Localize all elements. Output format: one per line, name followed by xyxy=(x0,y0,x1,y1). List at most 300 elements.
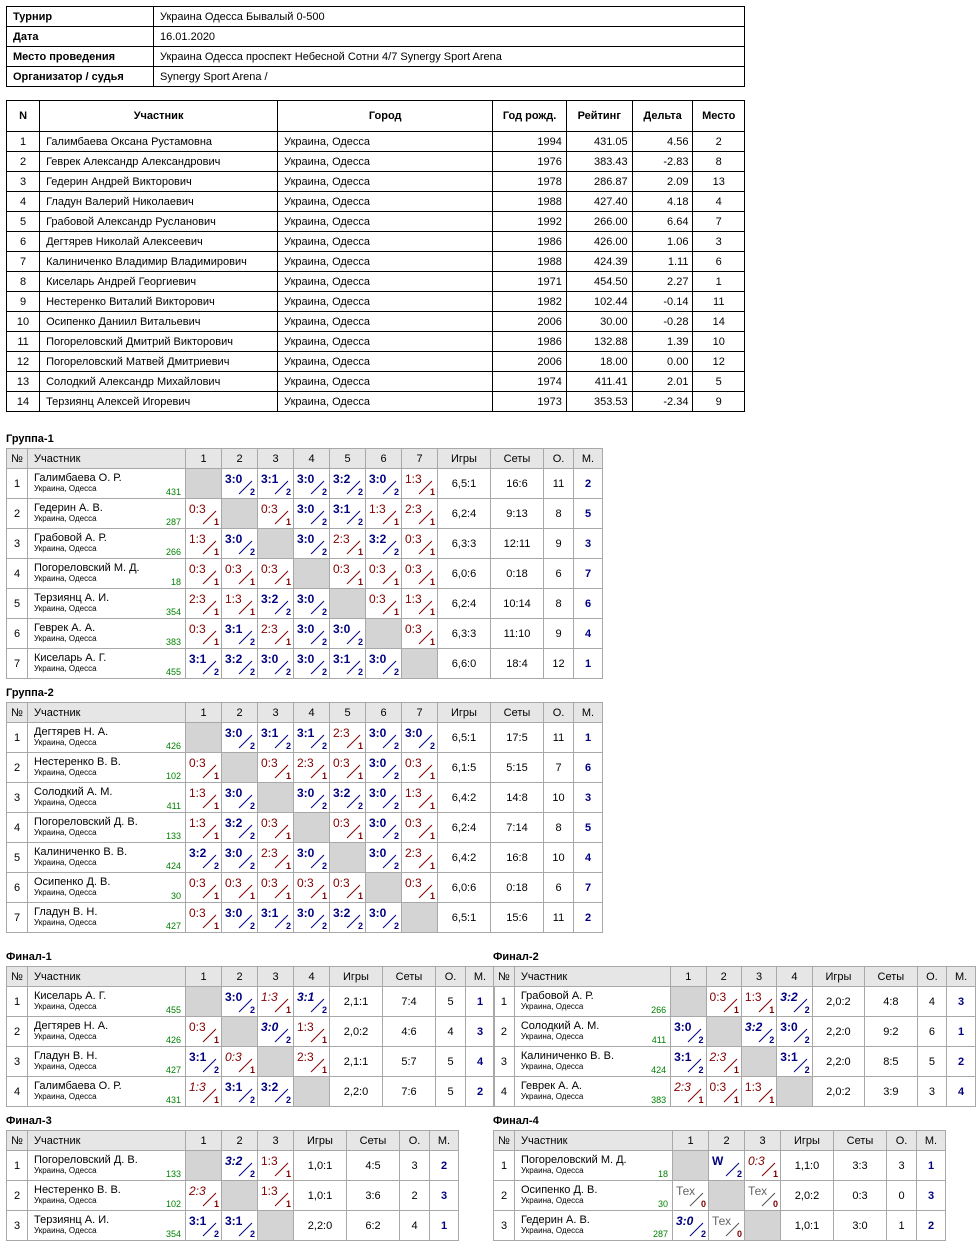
place-value: 2 xyxy=(466,1077,495,1107)
diagonal-cell xyxy=(186,723,222,753)
group-row xyxy=(494,987,976,1017)
match-cell xyxy=(258,559,294,589)
match-cell xyxy=(294,783,330,813)
participant-cell: Украина, Одесса xyxy=(278,312,493,332)
player-number: 7 xyxy=(7,649,28,679)
match-score: 3:0 xyxy=(369,846,387,860)
group-column-header: 1 xyxy=(671,967,706,987)
points-value: 11 xyxy=(544,469,574,499)
match-points: 2 xyxy=(429,741,435,751)
match-points: 1 xyxy=(429,771,435,781)
group-header xyxy=(7,1131,459,1151)
match-result xyxy=(186,1017,221,1046)
info-row xyxy=(7,67,745,87)
group-column-header: 3 xyxy=(258,449,294,469)
group-column-header: Сеты xyxy=(834,1131,887,1151)
player-city: Украина, Одесса xyxy=(520,1092,584,1101)
match-result xyxy=(707,1077,741,1106)
match-cell xyxy=(330,469,366,499)
match-score: 0:3 xyxy=(405,756,422,770)
group-row xyxy=(7,1017,495,1047)
points-value: 6 xyxy=(544,873,574,903)
group-column-header: 2 xyxy=(706,967,741,987)
match-cell xyxy=(186,813,222,843)
match-cell xyxy=(706,987,741,1017)
points-value: 6 xyxy=(917,1017,947,1047)
match-points: 2 xyxy=(321,861,327,871)
player-number: 2 xyxy=(7,1181,28,1211)
diagonal-cell xyxy=(330,589,366,619)
points-value: 11 xyxy=(544,903,574,933)
column-header: Рейтинг xyxy=(566,101,632,132)
sets-value: 17:5 xyxy=(491,723,544,753)
diagonal-cell xyxy=(222,753,258,783)
match-result xyxy=(222,529,257,558)
games-value: 1,1:0 xyxy=(781,1151,834,1181)
participant-cell: 3 xyxy=(693,232,745,252)
participant-cell: 6 xyxy=(7,232,40,252)
match-result xyxy=(673,1211,708,1240)
participant-cell: Дегтярев Николай Алексеевич xyxy=(40,232,278,252)
match-result xyxy=(186,1047,221,1076)
match-result xyxy=(222,1077,257,1106)
match-result xyxy=(258,723,293,752)
group-column-header: Сеты xyxy=(347,1131,400,1151)
player-rating: 133 xyxy=(165,1169,181,1179)
match-result xyxy=(222,649,257,678)
group-column-header: 1 xyxy=(673,1131,709,1151)
match-result xyxy=(258,753,293,782)
participant-row xyxy=(7,392,745,412)
column-header: Место xyxy=(693,101,745,132)
match-points: 2 xyxy=(698,1065,704,1075)
match-score: 0:3 xyxy=(709,1080,727,1094)
place-value: 1 xyxy=(574,723,603,753)
points-value: 1 xyxy=(887,1211,917,1241)
player-city: Украина, Одесса xyxy=(521,1166,584,1175)
group-column-header: 2 xyxy=(222,967,258,987)
match-score: 3:0 xyxy=(297,532,315,546)
match-points: 2 xyxy=(321,921,327,931)
match-points: 1 xyxy=(249,1065,255,1075)
player-number: 6 xyxy=(7,619,28,649)
group-title: Финал-1 xyxy=(6,951,52,963)
match-score: 3:0 xyxy=(297,652,315,666)
participant-cell: Нестеренко Виталий Викторович xyxy=(40,292,278,312)
match-result xyxy=(745,1181,780,1210)
match-points: 1 xyxy=(772,1169,778,1179)
match-cell xyxy=(673,1211,709,1241)
player-name: Нестеренко В. В. xyxy=(34,756,121,768)
match-points: 2 xyxy=(769,1035,775,1045)
group-row xyxy=(7,987,495,1017)
match-cell xyxy=(222,903,258,933)
place-value: 2 xyxy=(574,903,603,933)
match-result xyxy=(258,559,293,588)
match-score: 3:0 xyxy=(261,1020,279,1034)
player-cell xyxy=(28,649,186,679)
match-points: 2 xyxy=(249,1169,255,1179)
match-result xyxy=(258,813,293,842)
match-points: 2 xyxy=(321,517,327,527)
match-points: 2 xyxy=(321,667,327,677)
info-key: Место проведения xyxy=(7,47,154,67)
group-column-header: Игры xyxy=(781,1131,834,1151)
match-points: 2 xyxy=(357,801,363,811)
match-cell xyxy=(745,1181,781,1211)
match-result xyxy=(186,529,221,558)
player-city: Украина, Одесса xyxy=(521,1196,584,1205)
match-cell xyxy=(402,813,438,843)
match-cell xyxy=(186,1077,222,1107)
match-score: 3:0 xyxy=(297,906,315,920)
match-score: 0:3 xyxy=(405,532,422,546)
sets-value: 9:2 xyxy=(865,1017,917,1047)
player-name: Терзиянц А. И. xyxy=(34,592,110,604)
match-points: 2 xyxy=(249,861,255,871)
participant-cell: Украина, Одесса xyxy=(278,292,493,312)
diagonal-cell xyxy=(366,873,402,903)
match-cell xyxy=(330,813,366,843)
match-cell xyxy=(402,589,438,619)
participant-cell: Погореловский Дмитрий Викторович xyxy=(40,332,278,352)
match-score: 0:3 xyxy=(189,756,206,770)
player-rating: 426 xyxy=(165,1035,181,1045)
diagonal-cell xyxy=(330,843,366,873)
player-city: Украина, Одесса xyxy=(520,1002,584,1011)
place-value: 1 xyxy=(947,1017,976,1047)
sets-value: 14:8 xyxy=(491,783,544,813)
points-value: 10 xyxy=(544,783,574,813)
player-city: Украина, Одесса xyxy=(34,1062,97,1071)
group-column-header: Участник xyxy=(28,1131,186,1151)
player-rating: 266 xyxy=(165,547,181,557)
sets-value: 11:10 xyxy=(491,619,544,649)
column-header: Город xyxy=(278,101,493,132)
group-column-header: М. xyxy=(917,1131,946,1151)
match-points: 1 xyxy=(429,831,435,841)
group-column-header: 5 xyxy=(330,703,366,723)
player-number: 1 xyxy=(7,723,28,753)
match-cell xyxy=(294,1047,330,1077)
match-points: 1 xyxy=(321,771,327,781)
diagonal-cell xyxy=(706,1017,741,1047)
player-city: Украина, Одесса xyxy=(34,604,97,613)
match-result xyxy=(402,813,437,842)
points-value: 0 xyxy=(887,1181,917,1211)
match-cell xyxy=(366,723,402,753)
match-points: 2 xyxy=(249,667,255,677)
match-score: 3:0 xyxy=(405,726,423,740)
match-cell xyxy=(366,499,402,529)
match-result xyxy=(186,873,221,902)
player-city: Украина, Одесса xyxy=(520,1032,584,1041)
group-column-header: 1 xyxy=(186,449,222,469)
player-number: 7 xyxy=(7,903,28,933)
match-result xyxy=(330,903,365,932)
player-city: Украина, Одесса xyxy=(34,664,97,673)
group-row xyxy=(7,589,603,619)
match-cell xyxy=(294,469,330,499)
match-score: 3:1 xyxy=(333,652,351,666)
match-points: 1 xyxy=(357,547,363,557)
player-city: Украина, Одесса xyxy=(34,634,97,643)
player-cell xyxy=(28,1151,186,1181)
match-points: 1 xyxy=(285,637,291,647)
match-result xyxy=(366,559,401,588)
match-points: 2 xyxy=(393,741,399,751)
sets-value: 7:4 xyxy=(383,987,436,1017)
match-result xyxy=(294,873,329,902)
match-cell xyxy=(777,1047,812,1077)
match-points: 2 xyxy=(249,1095,255,1105)
group-header xyxy=(7,967,495,987)
info-row xyxy=(7,7,745,27)
match-score: 3:0 xyxy=(369,652,387,666)
match-cell xyxy=(402,619,438,649)
points-value: 5 xyxy=(436,1047,466,1077)
match-result xyxy=(186,1181,221,1210)
match-cell xyxy=(186,1181,222,1211)
match-cell xyxy=(777,987,812,1017)
player-city: Украина, Одесса xyxy=(34,1032,97,1041)
match-points: 2 xyxy=(393,831,399,841)
match-score: 2:3 xyxy=(189,592,206,606)
player-rating: 431 xyxy=(165,1095,181,1105)
match-score: 3:0 xyxy=(297,846,315,860)
place-value: 4 xyxy=(574,843,603,873)
games-value: 2,2:0 xyxy=(812,1017,864,1047)
group-column-header: М. xyxy=(430,1131,459,1151)
match-points: 2 xyxy=(393,861,399,871)
points-value: 7 xyxy=(544,753,574,783)
player-name: Гладун В. Н. xyxy=(34,1050,98,1062)
match-score: 0:3 xyxy=(189,906,206,920)
match-score: 0:3 xyxy=(748,1154,765,1168)
match-points: 1 xyxy=(285,891,291,901)
match-result xyxy=(294,987,329,1016)
player-rating: 287 xyxy=(165,517,181,527)
match-result xyxy=(222,559,257,588)
participant-row xyxy=(7,272,745,292)
match-score: 1:3 xyxy=(189,532,206,546)
player-name: Киселарь А. Г. xyxy=(34,990,107,1002)
sets-value: 3:0 xyxy=(834,1211,887,1241)
match-points: 2 xyxy=(213,667,219,677)
player-cell xyxy=(515,1151,673,1181)
group-row xyxy=(7,529,603,559)
match-cell xyxy=(741,987,776,1017)
group-row xyxy=(494,1017,976,1047)
match-score: 0:3 xyxy=(225,876,242,890)
group-column-header: Игры xyxy=(330,967,383,987)
match-score: 3:1 xyxy=(780,1050,798,1064)
info-value: 16.01.2020 xyxy=(154,27,745,47)
match-cell xyxy=(330,753,366,783)
group-column-header: Сеты xyxy=(865,967,917,987)
player-rating: 431 xyxy=(165,487,181,497)
diagonal-cell xyxy=(222,1017,258,1047)
match-points: 1 xyxy=(213,637,219,647)
match-cell xyxy=(330,903,366,933)
match-points: 1 xyxy=(213,1199,219,1209)
points-value: 5 xyxy=(436,987,466,1017)
participant-cell: 9 xyxy=(693,392,745,412)
match-cell xyxy=(222,559,258,589)
column-header: Дельта xyxy=(632,101,693,132)
match-cell xyxy=(402,529,438,559)
match-cell xyxy=(294,873,330,903)
info-key: Организатор / судья xyxy=(7,67,154,87)
match-points: 1 xyxy=(213,771,219,781)
match-cell xyxy=(402,469,438,499)
player-name: Киселарь А. Г. xyxy=(34,652,107,664)
games-value: 6,4:2 xyxy=(438,843,491,873)
match-result xyxy=(777,987,811,1016)
info-row xyxy=(7,47,745,67)
match-score: 3:0 xyxy=(333,622,351,636)
participant-cell: Украина, Одесса xyxy=(278,372,493,392)
sets-value: 18:4 xyxy=(491,649,544,679)
match-points: 2 xyxy=(321,741,327,751)
match-cell xyxy=(671,1047,706,1077)
match-points: 1 xyxy=(285,577,291,587)
match-points: 2 xyxy=(249,741,255,751)
group-column-header: 3 xyxy=(741,967,776,987)
match-points: 2 xyxy=(393,921,399,931)
participant-row xyxy=(7,352,745,372)
match-result xyxy=(402,589,437,618)
match-points: 2 xyxy=(357,637,363,647)
points-value: 4 xyxy=(400,1211,430,1241)
match-score: 3:0 xyxy=(369,726,387,740)
info-value: Synergy Sport Arena / xyxy=(154,67,745,87)
match-result xyxy=(258,843,293,872)
match-cell xyxy=(258,649,294,679)
player-cell xyxy=(28,987,186,1017)
participant-cell: 11 xyxy=(693,292,745,312)
points-value: 11 xyxy=(544,723,574,753)
player-name: Гладун В. Н. xyxy=(34,906,98,918)
player-rating: 266 xyxy=(651,1005,667,1015)
match-result xyxy=(330,783,365,812)
match-points: 1 xyxy=(429,547,435,557)
match-result xyxy=(222,1211,257,1240)
sets-value: 9:13 xyxy=(491,499,544,529)
group-column-header: 3 xyxy=(258,1131,294,1151)
match-score: 3:1 xyxy=(189,1050,207,1064)
match-cell xyxy=(258,619,294,649)
match-score: 3:2 xyxy=(225,652,243,666)
match-result xyxy=(777,1047,811,1076)
match-score: 0:3 xyxy=(297,876,314,890)
match-result xyxy=(707,987,741,1016)
player-rating: 427 xyxy=(165,1065,181,1075)
match-score: 3:0 xyxy=(297,786,315,800)
match-result xyxy=(258,649,293,678)
player-name: Дегтярев Н. А. xyxy=(34,726,109,738)
match-cell xyxy=(222,469,258,499)
games-value: 2,0:2 xyxy=(330,1017,383,1047)
sets-value: 0:18 xyxy=(491,873,544,903)
match-cell xyxy=(673,1181,709,1211)
match-points: 1 xyxy=(357,891,363,901)
player-cell xyxy=(28,619,186,649)
match-result xyxy=(186,499,221,528)
match-result xyxy=(222,903,257,932)
match-score: 3:0 xyxy=(225,532,243,546)
match-points: 0 xyxy=(772,1199,778,1209)
match-result xyxy=(294,469,329,498)
match-result xyxy=(330,649,365,678)
player-rating: 18 xyxy=(170,577,181,587)
diagonal-cell xyxy=(745,1211,781,1241)
match-result xyxy=(777,1017,811,1046)
diagonal-cell xyxy=(222,1181,258,1211)
participant-cell: 383.43 xyxy=(566,152,632,172)
group-title: Группа-2 xyxy=(6,687,54,699)
match-result xyxy=(258,1077,293,1106)
diagonal-cell xyxy=(777,1077,812,1107)
match-points: 2 xyxy=(393,487,399,497)
points-value: 8 xyxy=(544,813,574,843)
diagonal-cell xyxy=(186,1151,222,1181)
player-rating: 133 xyxy=(165,831,181,841)
player-number: 6 xyxy=(7,873,28,903)
match-score: 1:3 xyxy=(405,472,422,486)
group-column-header: М. xyxy=(947,967,976,987)
group-column-header: 4 xyxy=(294,967,330,987)
match-points: 1 xyxy=(321,1065,327,1075)
player-name: Калиниченко В. В. xyxy=(34,846,128,858)
match-score: 0:3 xyxy=(189,1020,206,1034)
match-score: 1:3 xyxy=(189,816,206,830)
participant-cell: 2.27 xyxy=(632,272,693,292)
player-name: Осипенко Д. В. xyxy=(34,876,111,888)
match-score: 0:3 xyxy=(189,562,206,576)
group-header xyxy=(494,967,976,987)
match-score: 3:0 xyxy=(369,906,387,920)
match-result xyxy=(258,499,293,528)
group-column-header: Участник xyxy=(514,967,670,987)
match-score: 3:2 xyxy=(189,846,207,860)
match-points: 2 xyxy=(249,831,255,841)
place-value: 4 xyxy=(574,619,603,649)
participant-cell: Киселарь Андрей Георгиевич xyxy=(40,272,278,292)
match-result xyxy=(402,529,437,558)
match-result xyxy=(742,987,776,1016)
place-value: 3 xyxy=(466,1017,495,1047)
match-score: 3:0 xyxy=(297,502,315,516)
match-result xyxy=(186,1077,221,1106)
diagonal-cell xyxy=(258,783,294,813)
match-cell xyxy=(294,753,330,783)
group-column-header: 1 xyxy=(186,1131,222,1151)
match-score: 3:0 xyxy=(676,1214,694,1228)
participant-cell: -0.28 xyxy=(632,312,693,332)
player-name: Дегтярев Н. А. xyxy=(34,1020,109,1032)
player-rating: 30 xyxy=(170,891,181,901)
match-score: 3:2 xyxy=(225,1154,243,1168)
match-result xyxy=(330,499,365,528)
player-rating: 427 xyxy=(165,921,181,931)
match-cell xyxy=(258,753,294,783)
match-points: 2 xyxy=(249,637,255,647)
games-value: 6,2:4 xyxy=(438,813,491,843)
player-cell xyxy=(28,559,186,589)
participant-cell: 1.39 xyxy=(632,332,693,352)
points-value: 8 xyxy=(544,499,574,529)
